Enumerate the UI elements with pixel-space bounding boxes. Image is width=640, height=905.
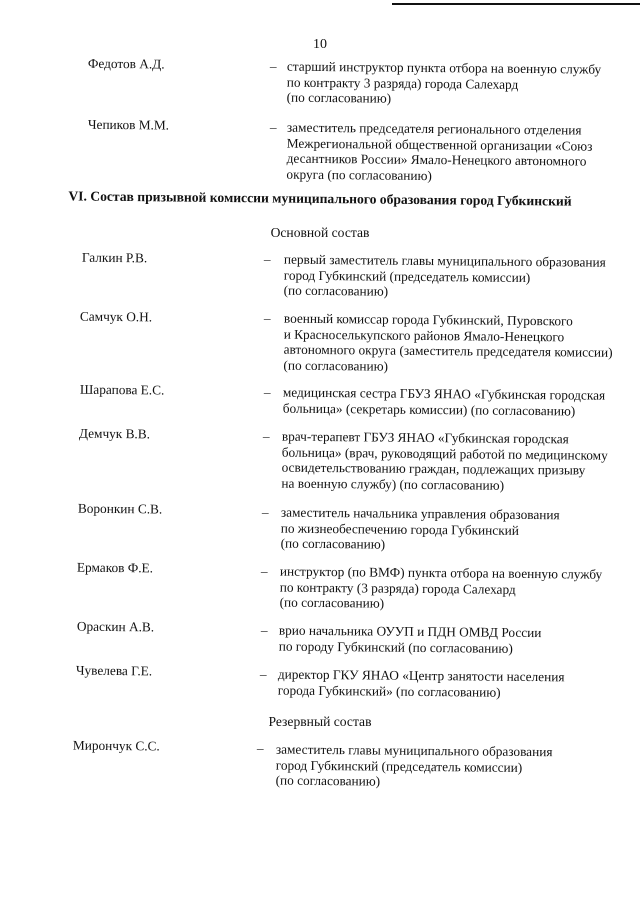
member-role: заместитель председателя регионального отделения Межрегиональной общественной организации «Союз десантников России» Ямало-Ненецкого автономного округа (по согласованию)	[286, 119, 593, 183]
entry-ermakov	[0, 559, 640, 611]
member-role: медицинская сестра ГБУЗ ЯНАО «Губкинская городская больница» (секретарь комиссии) (по согласованию)	[282, 384, 606, 419]
member-name: Воронкин С.В.	[77, 500, 163, 517]
entry-voronkin	[0, 500, 640, 552]
member-dash: –	[269, 58, 277, 74]
member-name: Федотов А.Д.	[87, 55, 165, 72]
member-name: Демчук В.В.	[78, 425, 151, 442]
member-dash: –	[260, 563, 268, 579]
entry-chepikov	[0, 116, 640, 183]
member-dash: –	[263, 384, 271, 400]
member-name: Самчук О.Н.	[79, 308, 153, 325]
member-role: старший инструктор пункта отбора на военную службу по контракту 3 разряда) города Салехард (по согласованию)	[286, 58, 602, 106]
member-role: инструктор (по ВМФ) пункта отбора на военную службу по контракту (3 разряда) города Салехард (по согласованию)	[279, 563, 603, 611]
member-role: военный комиссар города Губкинский, Пуровского и Красноселькупского районов Ямало-Ненецкого автономного округа (заместитель председателя комиссии) (по согласованию)	[283, 310, 613, 374]
member-name: Чепиков М.М.	[87, 116, 170, 133]
member-dash: –	[256, 740, 264, 756]
main-composition-heading: Основной состав	[270, 225, 370, 240]
section-title: VI. Состав призывной комиссии муниципального образования город Губкинский	[68, 188, 572, 209]
member-dash: –	[259, 666, 267, 682]
entry-galkin	[0, 249, 640, 299]
entry-fedotov	[0, 55, 640, 106]
scan-edge-line	[392, 3, 640, 5]
entry-oraskin	[0, 618, 640, 656]
member-dash: –	[261, 504, 269, 520]
member-dash: –	[263, 310, 271, 326]
member-name: Мирончук С.С.	[72, 737, 160, 754]
member-role: заместитель главы муниципального образования город Губкинский (председатель комиссии) (по согласованию)	[275, 741, 553, 789]
entry-chuveleva	[0, 662, 640, 700]
member-role: врач-терапевт ГБУЗ ЯНАО «Губкинская городская больница» (врач, руководящий работой по медицинскому освидетельствованию граждан, подлежащих призыву на военную службу) (по согласованию)	[281, 428, 608, 493]
member-dash: –	[260, 622, 268, 638]
member-role: первый заместитель главы муниципального образования город Губкинский (председатель комиссии) (по согласованию)	[283, 251, 606, 299]
entry-samchuk	[0, 308, 640, 374]
member-name: Чувелева Г.Е.	[75, 662, 153, 679]
entry-sharapova	[0, 381, 640, 419]
member-name: Ермаков Ф.Е.	[76, 559, 154, 576]
member-dash: –	[263, 251, 271, 267]
member-dash: –	[269, 119, 277, 135]
member-role: заместитель начальника управления образования по жизнеобеспечению города Губкинский (по согласованию)	[280, 504, 560, 552]
page-number: 10	[313, 37, 327, 52]
member-role: директор ГКУ ЯНАО «Центр занятости населения города Губкинский» (по согласованию)	[277, 666, 565, 700]
member-role: врио начальника ОУУП и ПДН ОМВД России по городу Губкинский (по согласованию)	[278, 622, 542, 656]
reserve-composition-heading: Резервный состав	[268, 714, 372, 729]
member-name: Орaскин А.В.	[76, 618, 155, 635]
entry-mironchuk	[0, 737, 640, 789]
entry-demchuk	[0, 425, 640, 493]
member-name: Галкин Р.В.	[81, 249, 148, 266]
member-name: Шарапова Е.С.	[79, 381, 165, 398]
member-dash: –	[262, 428, 270, 444]
